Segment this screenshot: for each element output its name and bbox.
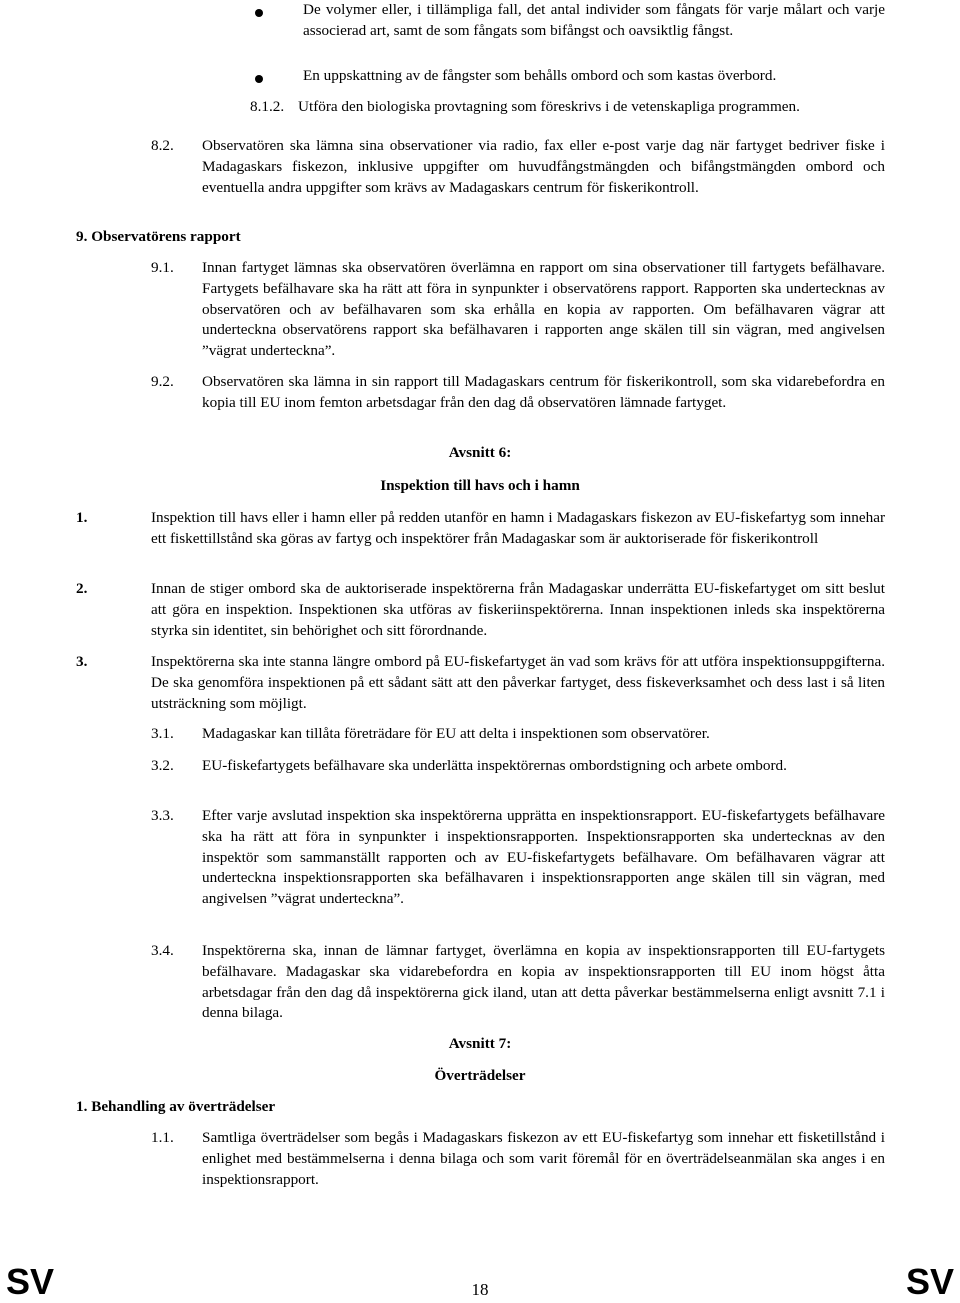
section-text: Utföra den biologiska provtagning som föreskrivs i de vetenskapliga programmen.	[298, 98, 800, 115]
section-number: 9.2.	[151, 373, 174, 390]
item-text: Inspektörerna ska inte stanna längre ombord på EU-fiskefartyget än vad som krävs för att utföra inspektionsuppgifterna. De ska genomföra inspektionen på ett sådant sätt att den påverkar fartyget, dess fiskeverksamhet och dess last i så liten utsträckning som möjligt.	[151, 653, 885, 712]
section-text: Innan fartyget lämnas ska observatören överlämna en rapport om sina observationer till fartygets befälhavare. Fartygets befälhavare ska ha rätt att föra in synpunkter i observatörens rapport. Rapporten ska undertecknas av observatören och av befälhavaren som ska erhålla en kopia av rapporten. Om befälhavaren vägrar att underteckna observatörens rapport ska befälhavaren i rapporten ange skälen till sin vägran, med angivelsen ”vägrat underteckna”.	[202, 259, 885, 360]
item-number: 3.2.	[151, 757, 174, 774]
page-number: 18	[471, 1280, 489, 1299]
item-text: Madagaskar kan tillåta företrädare för EU att delta i inspektionen som observatörer.	[202, 725, 710, 742]
language-code-left: SV	[6, 1261, 55, 1302]
section-label: Avsnitt 6:	[448, 444, 512, 461]
item-text: Inspektörerna ska, innan de lämnar fartyget, överlämna en kopia av inspektionsrapporten till EU-fartygets befälhavare. Madagaskar ska vidarebefordra en kopia av inspektionsrapporten till EU inom högst åtta arbetsdagar från den dag då inspektörerna gick iland, utan att detta påverkar bestämmelserna enligt avsnitt 7.1 i denna bilaga.	[202, 942, 885, 1022]
item-number: 3.	[76, 653, 88, 670]
section-number: 8.2.	[151, 137, 174, 154]
section-number: 8.1.2.	[250, 98, 285, 115]
item-number: 1.	[76, 509, 88, 526]
bullet-icon	[255, 9, 263, 17]
item-text: Innan de stiger ombord ska de auktoriserade inspektörerna från Madagaskar underrätta EU-fiskefartyget om sitt beslut att göra en inspektion. Inspektionen ska utföras av fiskeriinspektörerna. Innan inspektionen inleds ska inspektörerna styrka sin identitet, sin behörighet och sitt förordnande.	[151, 580, 885, 639]
item-number: 3.3.	[151, 807, 174, 824]
bullet-icon	[255, 75, 263, 83]
item-number: 1.1.	[151, 1129, 174, 1146]
item-number: 2.	[76, 580, 88, 597]
section-title: Överträdelser	[434, 1067, 526, 1084]
section-text: Observatören ska lämna in sin rapport till Madagaskars centrum för fiskerikontroll, som ska vidarebefordra en kopia till EU inom femton arbetsdagar från den dag då observatören lämnade fartyget.	[202, 373, 885, 411]
section-title: Inspektion till havs och i hamn	[380, 477, 580, 494]
item-text: Samtliga överträdelser som begås i Madagaskars fiskezon av ett EU-fiskefartyg som innehar ett fisketillstånd i enlighet med bestämmelserna i denna bilaga och som varit föremål för en överträdelseanmälan ska anges i en inspektionsrapport.	[202, 1129, 885, 1188]
bullet-text: En uppskattning av de fångster som behålls ombord och som kastas överbord.	[303, 67, 777, 84]
item-text: Inspektion till havs eller i hamn eller på redden utanför en hamn i Madagaskars fiskezon av EU-fiskefartyg som innehar ett fiskettillstånd ska göras av fartyg och inspektörer från Madagaskar som är auktoriserade för fiskerikontroll	[151, 509, 885, 547]
section-heading: 9. Observatörens rapport	[76, 228, 241, 245]
section-text: Observatören ska lämna sina observationer via radio, fax eller e-post varje dag när fartyget bedriver fiske i Madagaskars fiskezon, inklusive uppgifter om huvudfångstmängden och bifångstmängden ombord och eventuella andra uppgifter som krävs av Madagaskars centrum för fiskerikontroll.	[202, 137, 885, 196]
item-text: Efter varje avslutad inspektion ska inspektörerna upprätta en inspektionsrapport. EU-fiskefartygets befälhavare ska ha rätt att föra in synpunkter i inspektionsrapporten. Inspektionsrapporten ska undertecknas av den inspektör som sammanställt rapporten och av EU-fiskefartygets befälhavare. Om befälhavaren vägrar att underteckna inspektionsrapporten ska befälhavaren i inspektionsrapporten ange skälen till sin vägran, med angivelsen ”vägrat underteckna”.	[202, 807, 885, 908]
item-number: 3.4.	[151, 942, 174, 959]
language-code-right: SV	[905, 1261, 954, 1302]
item-number: 3.1.	[151, 725, 174, 742]
item-text: EU-fiskefartygets befälhavare ska underlätta inspektörernas ombordstigning och arbete ombord.	[202, 757, 787, 774]
section-number: 9.1.	[151, 259, 174, 276]
bullet-text: De volymer eller, i tillämpliga fall, det antal individer som fångats för varje målart och varje associerad art, samt de som fångats som bifångst och oavsiktlig fångst.	[303, 1, 885, 39]
section-heading: 1. Behandling av överträdelser	[76, 1098, 276, 1115]
section-label: Avsnitt 7:	[448, 1035, 512, 1052]
